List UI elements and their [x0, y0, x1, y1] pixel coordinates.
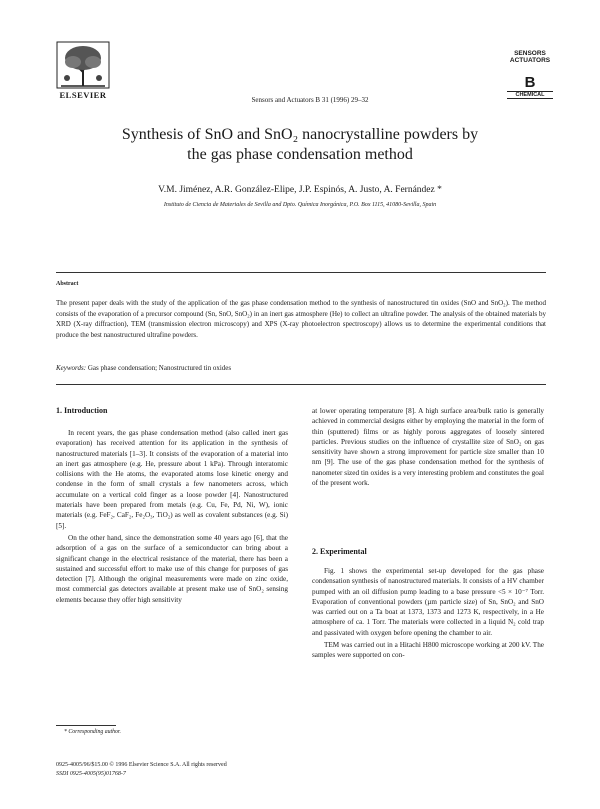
article-title: Synthesis of SnO and SnO₂ nanocrystalline powders by the gas phase condensation method — [121, 126, 479, 163]
publisher-name: ELSEVIER — [59, 90, 107, 100]
abstract-top-rule — [56, 272, 546, 273]
copyright-line: 0925-4005/96/$15.00 © 1996 Elsevier Science S.A. All rights reserved — [56, 762, 227, 768]
section-1-paragraph: On the other hand, since the demonstration some 40 years ago [6], that the adsorption of a gas on the surface of a semiconductor can bring about a significant change in the electrical resistance of the material, there has been a sustained and successful effort to make use of this change for purposes of gas detection [7]. Although the original measurements were made on zinc oxide, most commercial gas detectors available at present make use of SnO₂ sensing elements because they offer high sensitivity — [56, 533, 288, 604]
section-2-body — [312, 566, 544, 661]
section-1-heading: 1. Introduction — [56, 406, 108, 415]
keywords-label: Keywords: — [56, 364, 87, 372]
footnote: * Corresponding author. — [64, 729, 121, 735]
ssdi-line: SSDI 0925-4005(95)01768-7 — [56, 771, 126, 777]
section-2-heading: 2. Experimental — [312, 547, 367, 556]
abstract-heading: Abstract — [56, 281, 79, 287]
keywords-list: Gas phase condensation; Nanostructured tin oxides — [87, 364, 232, 372]
elsevier-tree-icon — [55, 40, 111, 90]
elsevier-logo — [55, 40, 111, 102]
keywords — [56, 364, 546, 372]
article-authors: V.M. Jiménez, A.R. González-Elipe, J.P. Espinós, A. Justo, A. Fernández * — [158, 185, 442, 195]
abstract-bottom-rule — [56, 384, 546, 385]
section-2-paragraph: Fig. 1 shows the experimental set-up developed for the gas phase condensation synthesis of nanostructured materials. It consists of a HV chamber pumped with an oil diffusion pump leading to a base pressure <5 × 10⁻⁷ Torr. Evaporation of conventional powders (µm particle size) of Sn, SnO₂ and SnO was carried out on a Ta boat at 1373, 1373 and 1273 K, respectively, in a He atmosphere of ca. 1 Torr. The materials were collected in a liquid N₂ cold trap and passivated with oxygen before opening the chamber to air. — [312, 567, 544, 637]
section-1-paragraph: In recent years, the gas phase condensation method (also called inert gas evaporation) has received attention for its application in the synthesis of nanostructured materials [1–3]. It consists of the evaporation of a material into an inert gas atmosphere (e.g. He, pressure about 1 kPa). Through interatomic collisions with the He atoms, the evaporated atoms lose kinetic energy and condense in the form of small crystals a few nanometers across, which accumulate on a vertical cold finger as a loose powder [4]. Nanostructured materials have been prepared from metals (e.g. Cu, Fe, Pd, Ni, W), ionic materials (e.g. FeF₂, CaF₂, Fe₂O₃, TiO₂) as well as covalent substances (e.g. Si) [5]. — [56, 429, 288, 530]
journal-reference: Sensors and Actuators B 31 (1996) 29–32 — [251, 96, 369, 104]
right-column-continuation: at lower operating temperature [8]. A high surface area/bulk ratio is generally achieved in commercial designs either by employing the material in the form of thin (sputtered) films or as highly porous aggregates of loosely sintered particles. Previous studies on the influence of crystallite size of SnO₂ on gas sensitivity have shown a strong improvement for particle size smaller than 10 nm [9]. The use of the gas phase condensation method for the synthesis of nanometer sized tin oxides is a very interesting problem and constitutes the goal of the present work. — [312, 407, 544, 488]
article-affiliation: Instituto de Ciencia de Materiales de Sevilla and Dpto. Química Inorgánica, P.O. Box 1115, 41080-Sevilla, Spain — [163, 202, 437, 208]
abstract-text: The present paper deals with the study of the application of the gas phase condensation method to the synthesis of nanostructured tin oxides (SnO and SnO₂). The method consists of the evaporation of a precursor compound (Sn, SnO, SnO₂) in an inert gas atmosphere (He) to collect an ultrafine powder. The analysis of the obtained materials by XRD (X-ray diffraction), TEM (transmission electron microscopy) and XPS (X-ray photoelectron spectroscopy) allows us to determine the experimental conditions that produce the best nanostructured ultrafine powders. — [56, 299, 546, 339]
section-2-paragraph: TEM was carried out in a Hitachi H800 microscope working at 200 kV. The samples were supported on con- — [312, 641, 544, 660]
footnote-rule — [56, 725, 116, 726]
journal-logo-lines: SENSORS ACTUATORS — [509, 50, 551, 64]
journal-logo — [505, 50, 555, 102]
section-1-body — [56, 428, 288, 605]
journal-logo-letter: B — [524, 74, 536, 91]
journal-logo-sub: CHEMICAL — [507, 91, 553, 99]
